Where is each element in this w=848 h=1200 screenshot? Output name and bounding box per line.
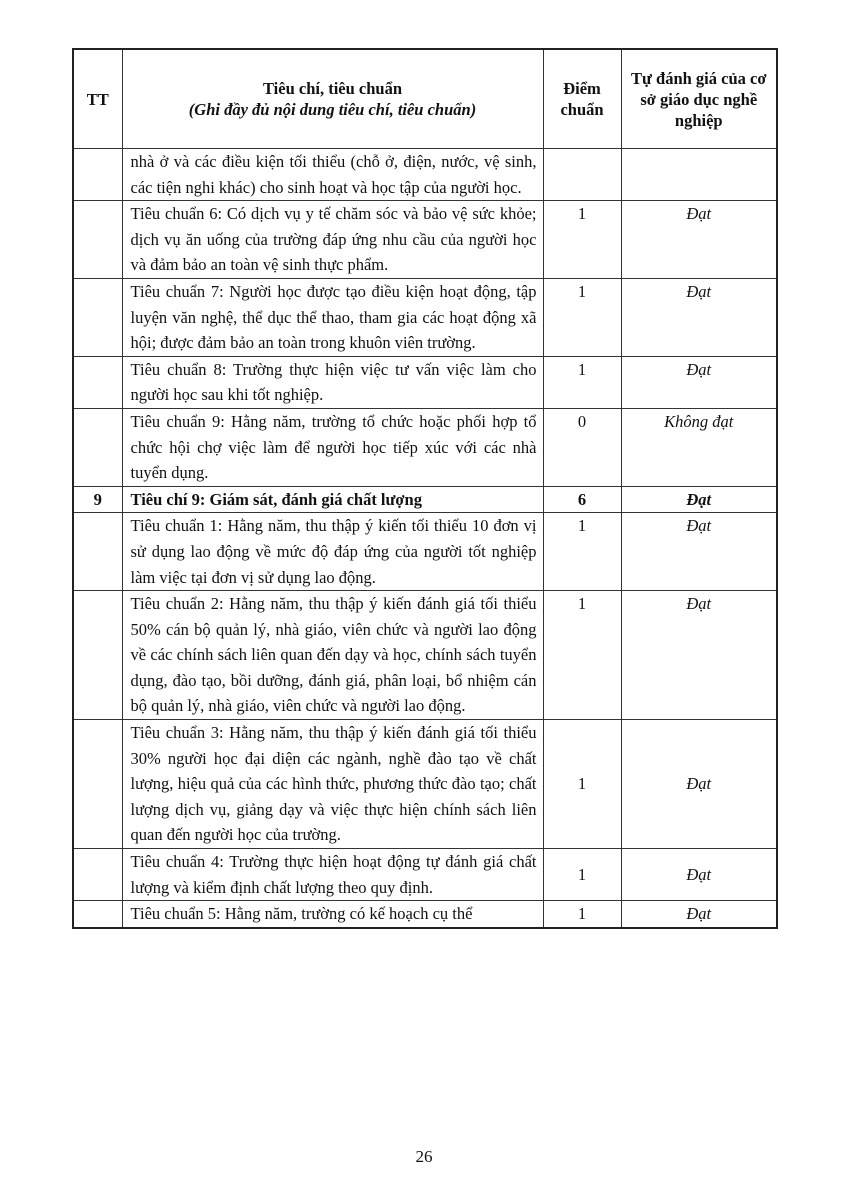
header-criteria-subtitle: (Ghi đầy đủ nội dung tiêu chí, tiêu chuẩn) (188, 100, 477, 119)
row-description: Tiêu chuẩn 1: Hằng năm, thu thập ý kiến tối thiểu 10 đơn vị sử dụng lao động về mức độ đáp ứng của người tốt nghiệp làm việc tại đơn vị sử dụng lao động. (122, 513, 543, 591)
page-number: 26 (415, 1147, 433, 1166)
header-self-eval: Tự đánh giá của cơ sở giáo dục nghề nghiệp (621, 49, 777, 149)
row-eval: Đạt (621, 849, 777, 901)
row-eval: Đạt (621, 720, 777, 849)
row-description: Tiêu chí 9: Giám sát, đánh giá chất lượng (122, 486, 543, 513)
row-tt (73, 849, 122, 901)
table-row (73, 278, 777, 356)
row-tt (73, 408, 122, 486)
row-score (543, 149, 621, 201)
row-score: 1 (543, 513, 621, 591)
header-criteria (122, 49, 543, 149)
table-row (73, 720, 777, 849)
table-row (73, 408, 777, 486)
row-description: Tiêu chuẩn 8: Trường thực hiện việc tư vấn việc làm cho người học sau khi tốt nghiệp. (122, 356, 543, 408)
criteria-table (72, 48, 778, 929)
row-eval: Đạt (621, 201, 777, 279)
header-tt: TT (73, 49, 122, 149)
row-eval: Đạt (621, 591, 777, 720)
table-row (73, 513, 777, 591)
table-row (73, 149, 777, 201)
row-eval (621, 149, 777, 201)
row-tt (73, 149, 122, 201)
row-eval: Đạt (621, 486, 777, 513)
row-description: Tiêu chuẩn 5: Hằng năm, trường có kế hoạch cụ thể (122, 901, 543, 928)
row-score: 0 (543, 408, 621, 486)
row-tt (73, 591, 122, 720)
row-description: Tiêu chuẩn 2: Hằng năm, thu thập ý kiến đánh giá tối thiểu 50% cán bộ quản lý, nhà giáo, viên chức và người lao động về các chính sách liên quan đến dạy và học, chính sách tuyển dụng, đào tạo, bồi dưỡng, đánh giá, phân loại, bổ nhiệm cán bộ quản lý, nhà giáo, viên chức và người lao động. (122, 591, 543, 720)
row-tt: 9 (73, 486, 122, 513)
row-description: Tiêu chuẩn 6: Có dịch vụ y tế chăm sóc và bảo vệ sức khỏe; dịch vụ ăn uống của trường đáp ứng nhu cầu của người học và đảm bảo an toàn vệ sinh thực phẩm. (122, 201, 543, 279)
header-criteria-title: Tiêu chí, tiêu chuẩn (262, 79, 403, 98)
row-description: Tiêu chuẩn 7: Người học được tạo điều kiện hoạt động, tập luyện văn nghệ, thể dục thể thao, tham gia các hoạt động xã hội; được đảm bảo an toàn trong khuôn viên trường. (122, 278, 543, 356)
row-score: 1 (543, 849, 621, 901)
row-description: Tiêu chuẩn 3: Hằng năm, thu thập ý kiến đánh giá tối thiểu 30% người học đại diện các ngành, nghề đào tạo về chất lượng, hiệu quả của các hình thức, phương thức đào tạo; chất lượng dịch vụ, giảng dạy và việc thực hiện chính sách liên quan đến người học của trường. (122, 720, 543, 849)
row-eval: Đạt (621, 513, 777, 591)
row-description: nhà ở và các điều kiện tối thiểu (chỗ ở, điện, nước, vệ sinh, các tiện nghi khác) cho sinh hoạt và học tập của người học. (122, 149, 543, 201)
table-row (73, 356, 777, 408)
row-description: Tiêu chuẩn 9: Hằng năm, trường tổ chức hoặc phối hợp tổ chức hội chợ việc làm để người học tiếp xúc với các nhà tuyển dụng. (122, 408, 543, 486)
row-tt (73, 720, 122, 849)
row-score: 1 (543, 201, 621, 279)
row-score: 6 (543, 486, 621, 513)
row-tt (73, 278, 122, 356)
table-header-row (73, 49, 777, 149)
row-eval: Đạt (621, 356, 777, 408)
table-row (73, 591, 777, 720)
row-score: 1 (543, 720, 621, 849)
row-score: 1 (543, 278, 621, 356)
row-tt (73, 513, 122, 591)
row-eval: Đạt (621, 901, 777, 928)
row-tt (73, 356, 122, 408)
row-score: 1 (543, 901, 621, 928)
row-tt (73, 201, 122, 279)
row-score: 1 (543, 591, 621, 720)
header-score: Điểm chuẩn (543, 49, 621, 149)
table-row (73, 201, 777, 279)
row-eval: Không đạt (621, 408, 777, 486)
row-tt (73, 901, 122, 928)
table-row (73, 901, 777, 928)
row-score: 1 (543, 356, 621, 408)
table-row (73, 849, 777, 901)
row-description: Tiêu chuẩn 4: Trường thực hiện hoạt động tự đánh giá chất lượng và kiểm định chất lượng theo quy định. (122, 849, 543, 901)
row-eval: Đạt (621, 278, 777, 356)
criterion-row (73, 486, 777, 513)
